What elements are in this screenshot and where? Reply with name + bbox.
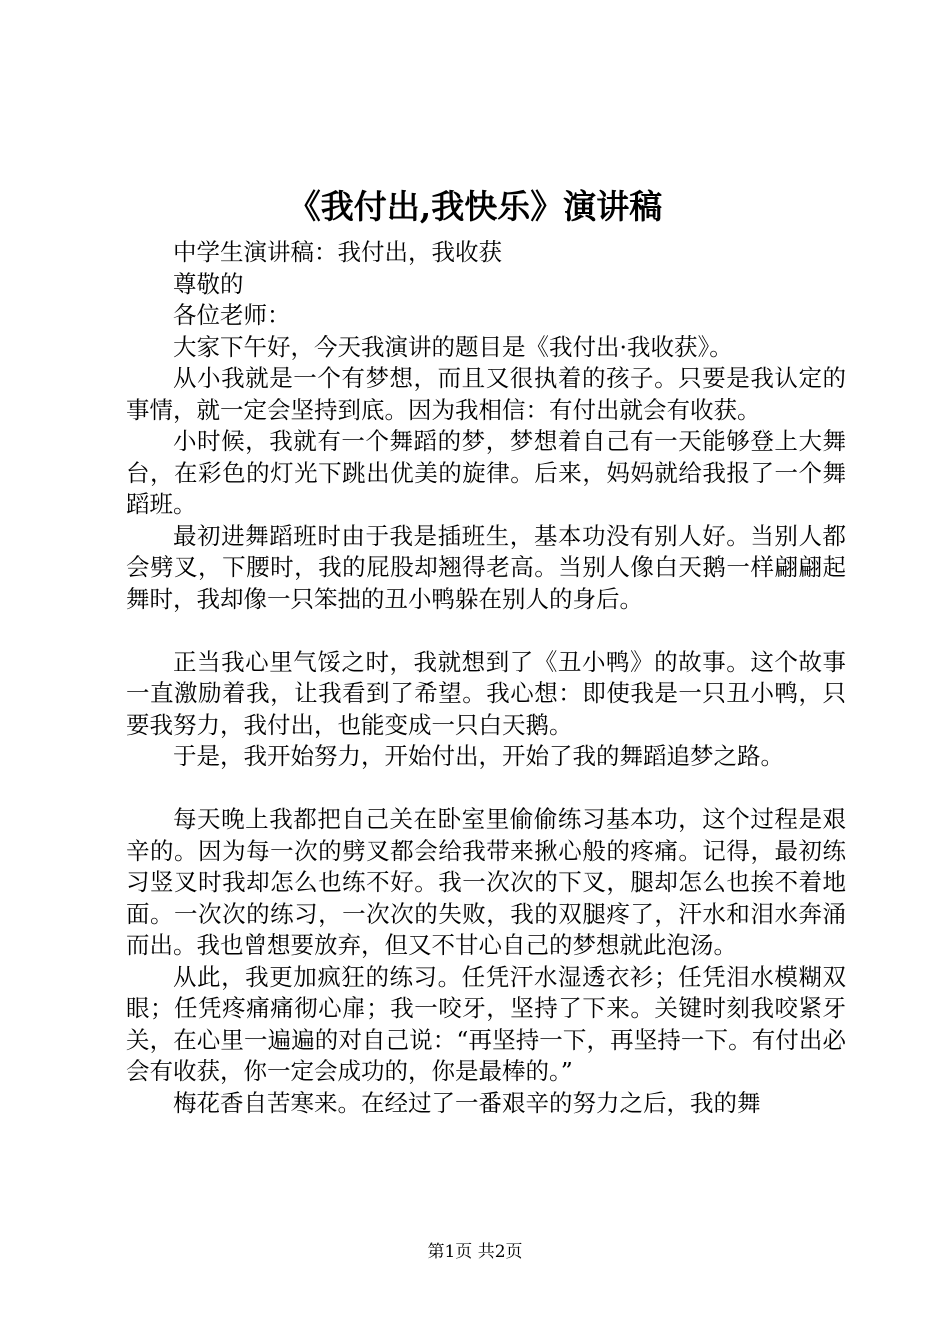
paragraph: 中学生演讲稿：我付出，我收获 [173,238,502,266]
document-title: 《我付出,我快乐》演讲稿 [287,187,663,226]
paragraph: 小时候，我就有一个舞蹈的梦，梦想着自己有一天能够登上大舞台，在彩色的灯光下跳出优美的旋律。后来，妈妈就给我报了一个舞蹈班。 [126,427,846,518]
paragraph: 每天晚上我都把自己关在卧室里偷偷练习基本功，这个过程是艰辛的。因为每一次的劈叉都会给我带来揪心般的疼痛。记得，最初练习竖叉时我却怎么也练不好。我一次次的下叉，腿却怎么也挨不着地面。一次次的练习，一次次的失败，我的双腿疼了，汗水和泪水奔涌而出。我也曾想要放弃，但又不甘心自己的梦想就此泡汤。 [126,805,846,959]
paragraph: 大家下午好，今天我演讲的题目是《我付出·我收获》。 [173,332,733,361]
paragraph-gap [126,773,846,805]
paragraph-gap [126,615,846,647]
paragraph: 于是，我开始努力，开始付出，开始了我的舞蹈追梦之路。 [173,742,784,770]
paragraph: 最初进舞蹈班时由于我是插班生，基本功没有别人好。当别人都会劈叉，下腰时，我的屁股却翘得老高。当别人像白天鹅一样翩翩起舞时，我却像一只笨拙的丑小鸭躲在别人的身后。 [126,521,846,613]
paragraph: 从小我就是一个有梦想，而且又很执着的孩子。只要是我认定的事情，就一定会坚持到底。因为我相信：有付出就会有收获。 [126,364,846,424]
document-body [126,237,846,1119]
paragraph: 梅花香自苦寒来。在经过了一番艰辛的努力之后，我的舞 [173,1088,761,1117]
page-footer: 第1页 共2页 [427,1242,523,1262]
paragraph: 各位老师： [173,301,291,329]
paragraph: 正当我心里气馁之时，我就想到了《丑小鸭》的故事。这个故事一直激励着我，让我看到了希望。我心想：即使我是一只丑小鸭，只要我努力，我付出，也能变成一只白天鹅。 [126,647,846,739]
paragraph: 从此，我更加疯狂的练习。任凭汗水湿透衣衫；任凭泪水模糊双眼；任凭疼痛痛彻心扉；我一咬牙，坚持了下来。关键时刻我咬紧牙关，在心里一遍遍的对自己说：“再坚持一下，再坚持一下。有付出必会有收获，你一定会成功的，你是最棒的。” [126,962,846,1085]
paragraph: 尊敬的 [173,269,244,298]
